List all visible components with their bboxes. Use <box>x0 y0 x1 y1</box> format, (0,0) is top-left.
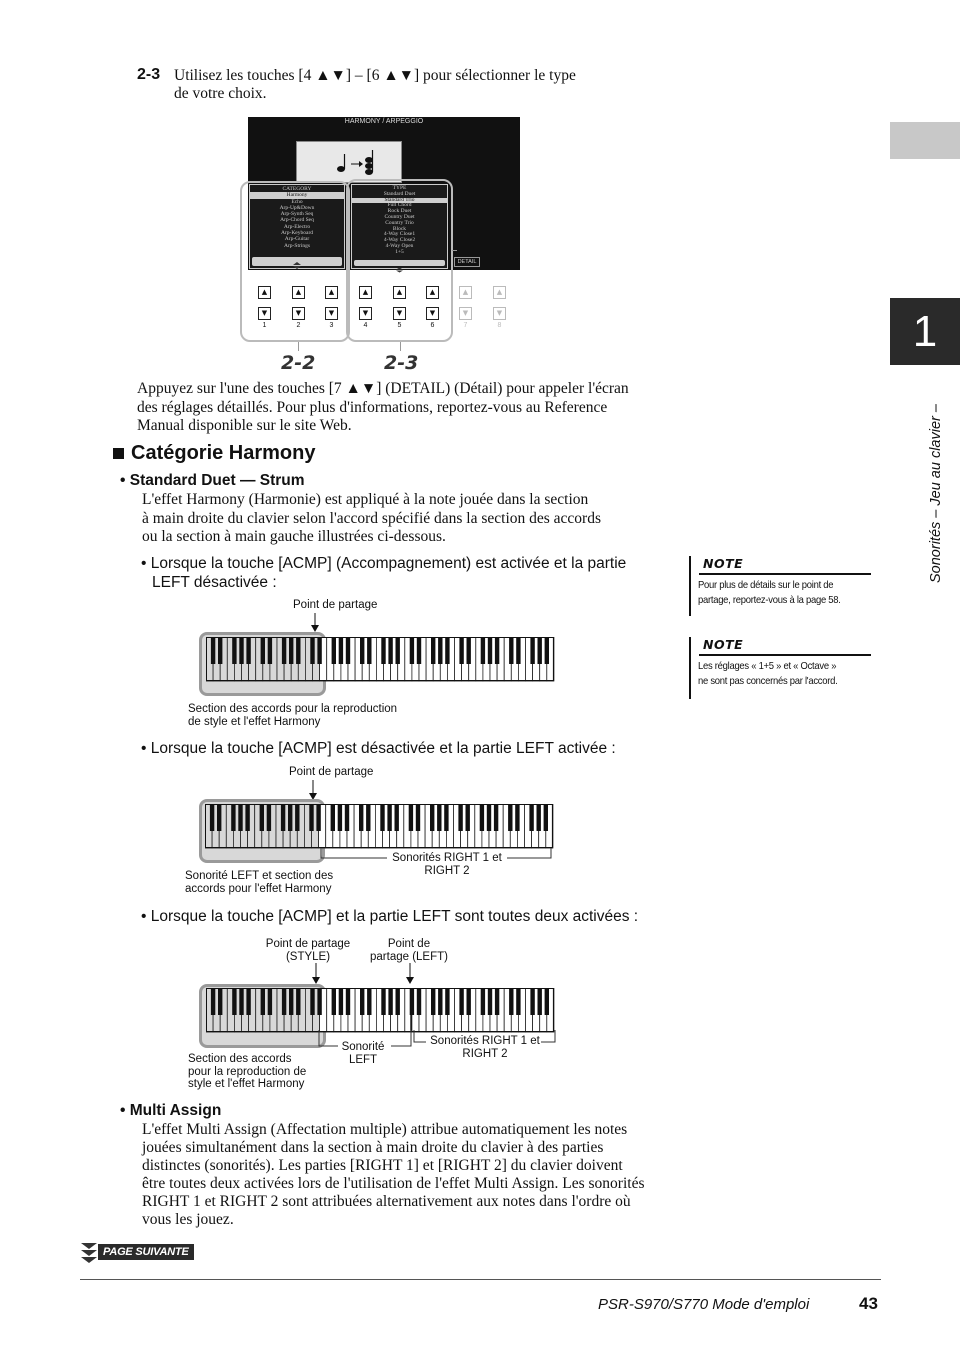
note-left-rule <box>689 637 691 699</box>
button-2-up[interactable]: ▲ <box>292 286 305 299</box>
black-key <box>345 804 349 831</box>
black-key <box>467 988 471 1015</box>
black-key <box>530 637 534 664</box>
case1-text <box>141 554 626 592</box>
black-key <box>360 637 364 664</box>
paragraph-line: des réglages détaillés. Pour plus d'informations, reportez-vous au Reference <box>137 398 608 416</box>
note-box-1 <box>689 556 879 616</box>
black-key <box>409 804 413 831</box>
standard-duet-heading: • Standard Duet — Strum <box>120 472 305 489</box>
black-key <box>238 804 242 831</box>
case3-split-style-label <box>262 938 354 963</box>
black-key <box>331 804 335 831</box>
paragraph-line: L'effet Harmony (Harmonie) est appliqué à la note jouée dans la section <box>142 491 589 508</box>
button-number: 6 <box>430 322 435 329</box>
button-number: 5 <box>397 322 402 329</box>
black-key <box>488 637 492 664</box>
black-key <box>267 804 271 831</box>
type-item[interactable]: Full Chord <box>387 202 412 209</box>
black-key <box>417 988 421 1015</box>
button-5-up[interactable]: ▲ <box>393 286 406 299</box>
note-line: ne sont pas concernés par l'accord. <box>698 675 838 687</box>
black-key <box>296 637 300 664</box>
black-key <box>282 637 286 664</box>
black-key <box>445 637 449 664</box>
black-key <box>218 637 222 664</box>
black-key <box>232 988 236 1015</box>
button-1-down[interactable]: ▼ <box>258 307 271 320</box>
paragraph-line: RIGHT 1 et RIGHT 2 sont attribuées alternativement aux notes dans l'ordre où <box>142 1193 631 1210</box>
black-key <box>309 804 313 831</box>
caption-line: Sonorité <box>341 1041 385 1053</box>
black-key <box>218 988 222 1015</box>
black-key <box>396 988 400 1015</box>
black-key <box>459 988 463 1015</box>
caption-line: LEFT <box>348 1053 378 1066</box>
type-list <box>352 185 447 256</box>
black-key <box>445 988 449 1015</box>
caption-line: partage (LEFT) <box>370 950 448 963</box>
black-key <box>232 637 236 664</box>
black-key <box>387 804 391 831</box>
section-heading: Catégorie Harmony <box>131 442 316 464</box>
black-key <box>282 988 286 1015</box>
type-item[interactable]: Standard Duet <box>383 190 416 197</box>
note-line: Pour plus de détails sur le point de <box>698 579 834 591</box>
button-6-down[interactable]: ▼ <box>426 307 439 320</box>
type-header: TYPE <box>392 185 407 191</box>
button-4-down[interactable]: ▼ <box>359 307 372 320</box>
button-number: 4 <box>363 322 368 329</box>
footer-manual-title: PSR-S970/S770 Mode d'emploi <box>598 1296 810 1313</box>
black-key <box>466 804 470 831</box>
black-key <box>246 988 250 1015</box>
category-item[interactable]: Arp-Chord Seq <box>280 217 314 224</box>
black-key <box>231 804 235 831</box>
panel-buttons <box>258 286 518 334</box>
note-line: Les réglages « 1+5 » et « Octave » <box>698 660 837 672</box>
black-key <box>508 804 512 831</box>
black-key <box>367 988 371 1015</box>
black-key <box>509 637 513 664</box>
category-item[interactable]: Arp-Synth Seq <box>280 211 314 218</box>
black-key <box>495 637 499 664</box>
black-key <box>245 804 249 831</box>
button-number: 8 <box>497 322 502 329</box>
paragraph-line: distinctes (sonorités). Les parties [RIGHT 1] et [RIGHT 2] du clavier doivent <box>142 1157 623 1174</box>
black-key <box>545 988 549 1015</box>
category-item[interactable]: Arp-Electro <box>283 223 311 230</box>
step-text-line: Utilisez les touches [4 ▲▼] – [6 ▲▼] pour sélectionner le type <box>174 67 576 84</box>
black-key <box>410 637 414 664</box>
black-key <box>211 988 215 1015</box>
category-item[interactable]: Arp-Keyboard <box>280 230 314 237</box>
black-key <box>438 637 442 664</box>
caption-line: Sonorité LEFT et section des <box>185 870 334 882</box>
black-key <box>366 804 370 831</box>
black-key <box>261 988 265 1015</box>
paragraph-line: ou la section à main gauche illustrées ci-dessous. <box>142 528 446 545</box>
type-panel <box>351 184 448 269</box>
split-left-arrow-icon <box>404 963 416 987</box>
black-key <box>268 988 272 1015</box>
step-text-line: de votre choix. <box>174 85 267 102</box>
note-heading: NOTE <box>703 556 744 571</box>
black-key <box>339 988 343 1015</box>
black-key <box>467 637 471 664</box>
category-item[interactable]: Arp-Guitar <box>284 236 310 243</box>
black-key <box>211 637 215 664</box>
black-key <box>545 637 549 664</box>
label-2-3-line <box>400 342 401 351</box>
type-item[interactable]: Standard Trio <box>352 198 447 204</box>
category-item[interactable]: Arp-Up&Down <box>279 204 315 211</box>
multi-assign-heading: • Multi Assign <box>120 1102 222 1119</box>
category-item[interactable]: Echo <box>291 198 303 205</box>
black-key <box>438 988 442 1015</box>
category-list <box>250 185 344 249</box>
black-key <box>481 988 485 1015</box>
black-key <box>360 988 364 1015</box>
black-key <box>388 637 392 664</box>
black-key <box>359 804 363 831</box>
black-key <box>332 637 336 664</box>
case2-split-label: Point de partage <box>289 766 374 778</box>
black-key <box>516 988 520 1015</box>
black-key <box>458 804 462 831</box>
step-label-2-2: 2-2 <box>281 352 316 374</box>
standard-duet-text <box>142 491 601 547</box>
black-key <box>459 637 463 664</box>
black-key <box>537 804 541 831</box>
bullet-line: • Lorsque la touche [ACMP] (Accompagnement) est activée et la partie <box>141 555 627 572</box>
caption-line: RIGHT 2 <box>424 864 470 877</box>
next-page-arrows-icon <box>80 1243 98 1265</box>
black-key <box>210 804 214 831</box>
note-box-2 <box>689 637 879 699</box>
paragraph-line: Appuyez sur l'une des touches [7 ▲▼] (DETAIL) (Détail) pour appeler l'écran <box>137 380 629 397</box>
caption-line: Section des accords <box>188 1053 292 1065</box>
note-rule <box>699 573 871 575</box>
black-key <box>396 637 400 664</box>
chapter-title-vertical: Sonorités – Jeu au clavier – <box>928 404 944 583</box>
black-key <box>381 637 385 664</box>
black-key <box>339 637 343 664</box>
step-text <box>174 67 576 103</box>
scroll-arrows-icon <box>354 267 445 273</box>
black-key <box>288 804 292 831</box>
case2-text: • Lorsque la touche [ACMP] est désactivée et la partie LEFT activée : <box>141 740 616 757</box>
caption-line: Sonorités RIGHT 1 et <box>392 852 502 864</box>
detail-paragraph <box>137 380 629 436</box>
black-key <box>538 988 542 1015</box>
type-item[interactable]: Country Trio <box>385 219 414 226</box>
chapter-tab <box>890 298 960 365</box>
black-key <box>316 804 320 831</box>
black-key <box>346 637 350 664</box>
button-3-up[interactable]: ▲ <box>325 286 338 299</box>
case3-text: • Lorsque la touche [ACMP] et la partie LEFT sont toutes deux activées : <box>141 908 639 925</box>
black-key <box>487 804 491 831</box>
note-rule <box>699 654 871 656</box>
black-key <box>246 637 250 664</box>
paragraph-line: vous les jouez. <box>142 1211 234 1228</box>
type-item[interactable]: Country Duet <box>384 213 415 220</box>
case1-caption <box>188 703 397 728</box>
note-line: partage, reportez-vous à la page 58. <box>698 594 841 606</box>
step-number: 2-3 <box>137 66 161 83</box>
case3-left-caption <box>333 1041 393 1066</box>
black-key <box>310 988 314 1015</box>
category-panel <box>249 184 345 269</box>
black-key <box>261 637 265 664</box>
detail-button-label[interactable]: DETAIL <box>454 257 480 267</box>
type-item[interactable]: 4-Way Close2 <box>383 237 416 244</box>
black-key <box>310 637 314 664</box>
black-key <box>260 804 264 831</box>
detail-callout-line <box>452 250 457 251</box>
type-item[interactable]: 4-Way Close1 <box>383 231 416 238</box>
keyboard-2 <box>205 804 555 849</box>
footer-rule <box>80 1279 881 1280</box>
case3-chord-caption <box>188 1053 306 1091</box>
black-key <box>495 988 499 1015</box>
black-key <box>380 804 384 831</box>
black-key <box>494 804 498 831</box>
black-key <box>217 804 221 831</box>
note-text <box>698 578 878 608</box>
black-key <box>544 804 548 831</box>
step-label-2-3: 2-3 <box>384 352 419 374</box>
paragraph-line: jouées simultanément dans la section à main droite du clavier à des parties <box>142 1139 604 1156</box>
heading-square-icon <box>113 448 124 459</box>
black-key <box>268 637 272 664</box>
button-4-up[interactable]: ▲ <box>359 286 372 299</box>
black-key <box>417 637 421 664</box>
case2-left-caption <box>185 870 333 895</box>
caption-line: (STYLE) <box>285 950 331 963</box>
black-key <box>317 637 321 664</box>
button-8-down[interactable]: ▼ <box>493 307 506 320</box>
type-item[interactable]: Rock Duet <box>387 208 412 215</box>
multi-assign-text <box>142 1121 645 1229</box>
case3-split-left-label <box>364 938 454 963</box>
caption-line: de style et l'effet Harmony <box>188 715 321 728</box>
type-scroll-bar[interactable] <box>354 260 445 266</box>
black-key <box>296 988 300 1015</box>
black-key <box>431 988 435 1015</box>
category-header: CATEGORY <box>282 186 312 192</box>
scroll-arrows-icon <box>252 261 342 270</box>
black-key <box>239 988 243 1015</box>
black-key <box>367 637 371 664</box>
note-left-rule <box>689 556 691 616</box>
sidebar-tab-gray <box>890 122 960 159</box>
black-key <box>317 988 321 1015</box>
button-2-down[interactable]: ▼ <box>292 307 305 320</box>
black-key <box>239 637 243 664</box>
caption-line: Sonorités RIGHT 1 et <box>430 1035 540 1047</box>
button-3-down[interactable]: ▼ <box>325 307 338 320</box>
paragraph-line: être toutes deux activées lors de l'utilisation de l'effet Multi Assign. Les sonorités <box>142 1175 645 1192</box>
note-heading: NOTE <box>703 637 744 652</box>
note-text <box>698 659 878 689</box>
black-key <box>281 804 285 831</box>
black-key <box>488 988 492 1015</box>
button-number: 7 <box>463 322 468 329</box>
caption-line: accords pour l'effet Harmony <box>185 882 332 895</box>
chapter-number: 1 <box>912 307 938 356</box>
category-item[interactable]: Harmony <box>250 192 344 198</box>
type-item[interactable]: Block <box>392 225 407 232</box>
black-key <box>381 988 385 1015</box>
bullet-line: LEFT désactivée : <box>152 574 277 591</box>
black-key <box>431 637 435 664</box>
category-scroll-bar[interactable] <box>252 257 342 266</box>
label-2-2-line <box>298 342 299 351</box>
split-arrow-icon <box>309 613 321 633</box>
caption-line: Point de <box>387 938 431 950</box>
black-key <box>515 804 519 831</box>
black-key <box>437 804 441 831</box>
black-key <box>444 804 448 831</box>
black-key <box>332 988 336 1015</box>
black-key <box>516 637 520 664</box>
button-number: 1 <box>262 322 267 329</box>
caption-line: Point de partage <box>265 938 351 950</box>
button-7-up[interactable]: ▲ <box>459 286 472 299</box>
button-1-up[interactable]: ▲ <box>258 286 271 299</box>
black-key <box>481 637 485 664</box>
black-key <box>480 804 484 831</box>
button-number: 3 <box>329 322 334 329</box>
button-number: 2 <box>296 322 301 329</box>
lcd-title: HARMONY / ARPEGGIO <box>344 118 424 125</box>
case3-right-caption <box>426 1035 544 1060</box>
type-item[interactable]: 1+5 <box>395 248 404 255</box>
note-symbol-icon <box>297 142 403 184</box>
case1-split-label: Point de partage <box>293 599 378 611</box>
button-5-down[interactable]: ▼ <box>393 307 406 320</box>
black-key <box>346 988 350 1015</box>
caption-line: RIGHT 2 <box>462 1047 508 1060</box>
black-key <box>289 988 293 1015</box>
black-key <box>430 804 434 831</box>
paragraph-line: à main droite du clavier selon l'accord spécifié dans la section des accords <box>142 509 601 527</box>
black-key <box>338 804 342 831</box>
black-key <box>529 804 533 831</box>
black-key <box>395 804 399 831</box>
black-key <box>538 637 542 664</box>
button-7-down[interactable]: ▼ <box>459 307 472 320</box>
black-key <box>289 637 293 664</box>
black-key <box>509 988 513 1015</box>
caption-line: Section des accords pour la reproduction <box>188 703 398 715</box>
next-page-label[interactable]: PAGE SUIVANTE <box>98 1244 194 1260</box>
keyboard-3 <box>206 988 556 1033</box>
type-item[interactable]: 4-Way Open <box>385 242 414 249</box>
black-key <box>530 988 534 1015</box>
paragraph-line: L'effet Multi Assign (Affectation multiple) attribue automatiquement les notes <box>142 1121 628 1138</box>
caption-line: pour la reproduction de <box>188 1065 307 1078</box>
category-item[interactable]: Arp-Strings <box>284 242 310 249</box>
button-8-up[interactable]: ▲ <box>493 286 506 299</box>
paragraph-line: Manual disponible sur le site Web. <box>137 417 352 434</box>
button-6-up[interactable]: ▲ <box>426 286 439 299</box>
black-key <box>388 988 392 1015</box>
caption-line: style et l'effet Harmony <box>188 1078 305 1090</box>
keyboard-1 <box>206 637 556 682</box>
case2-right-caption <box>388 852 506 877</box>
black-key <box>416 804 420 831</box>
note-display <box>296 141 402 183</box>
page-number: 43 <box>859 1294 878 1313</box>
black-key <box>295 804 299 831</box>
